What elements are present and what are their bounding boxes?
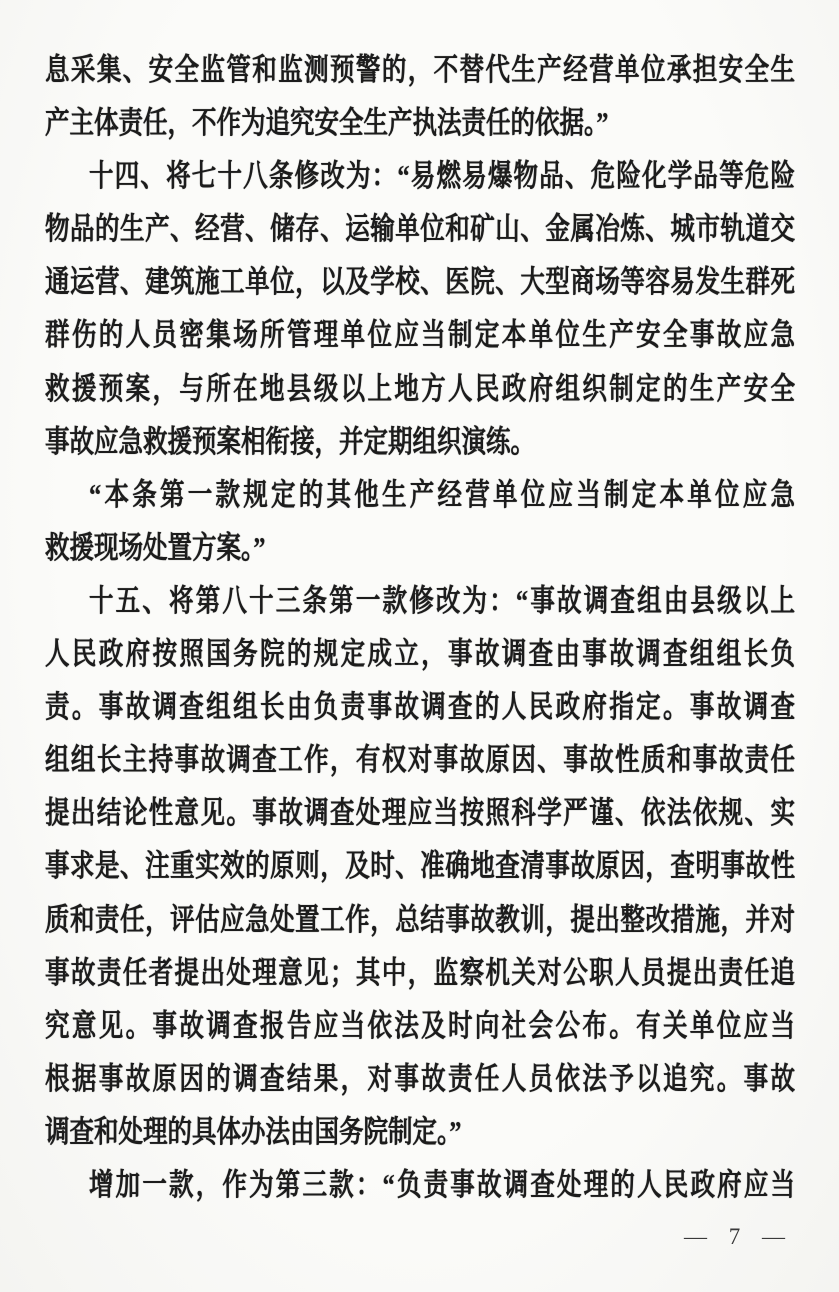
text-line: 人民政府按照国务院的规定成立，事故调查由事故调查组组长负 <box>45 637 795 672</box>
text-line: 十四、将七十八条修改为：“易燃易爆物品、危险化学品等危险 <box>89 159 795 194</box>
text-line: 十五、将第八十三条第一款修改为：“事故调查组由县级以上 <box>89 584 795 619</box>
text-line: 群伤的人员密集场所管理单位应当制定本单位生产安全事故应急 <box>45 319 795 353</box>
text-line: 组组长主持事故调查工作，有权对事故原因、事故性质和事故责任 <box>45 743 795 778</box>
text-line: 物品的生产、经营、储存、运输单位和矿山、金属冶炼、城市轨道交 <box>45 212 795 247</box>
text-line: 救援现场处置方案。” <box>45 531 266 566</box>
document-text-block <box>45 44 795 1212</box>
text-line: 通运营、建筑施工单位，以及学校、医院、大型商场等容易发生群死 <box>45 265 795 300</box>
text-line: 调查和处理的具体办法由国务院制定。” <box>45 1115 462 1150</box>
text-line: 救援预案，与所在地县级以上地方人民政府组织制定的生产安全 <box>45 372 795 406</box>
text-line: 事求是、注重实效的原则，及时、准确地查清事故原因，查明事故性 <box>45 850 795 884</box>
text-line: 息采集、安全监管和监测预警的，不替代生产经营单位承担安全生 <box>45 53 795 88</box>
text-line: 责。事故调查组组长由负责事故调查的人民政府指定。事故调查 <box>45 690 795 725</box>
text-line: 究意见。事故调查报告应当依法及时向社会公布。有关单位应当 <box>45 1009 795 1044</box>
text-line: 事故应急救援预案相衔接，并定期组织演练。 <box>45 425 535 460</box>
text-line: 根据事故原因的调查结果，对事故责任人员依法予以追究。事故 <box>45 1062 795 1097</box>
text-line: 提出结论性意见。事故调查处理应当按照科学严谨、依法依规、实 <box>45 796 795 831</box>
text-line: 质和责任，评估应急处置工作，总结事故教训，提出整改措施，并对 <box>45 903 795 937</box>
text-line: “本条第一款规定的其他生产经营单位应当制定本单位应急 <box>89 478 795 513</box>
page-number: — 7 — <box>684 1224 787 1249</box>
text-line: 事故责任者提出处理意见；其中，监察机关对公职人员提出责任追 <box>45 956 795 990</box>
text-line: 产主体责任，不作为追究安全生产执法责任的依据。” <box>45 106 609 141</box>
text-line: 增加一款，作为第三款：“负责事故调查处理的人民政府应当 <box>89 1168 795 1203</box>
